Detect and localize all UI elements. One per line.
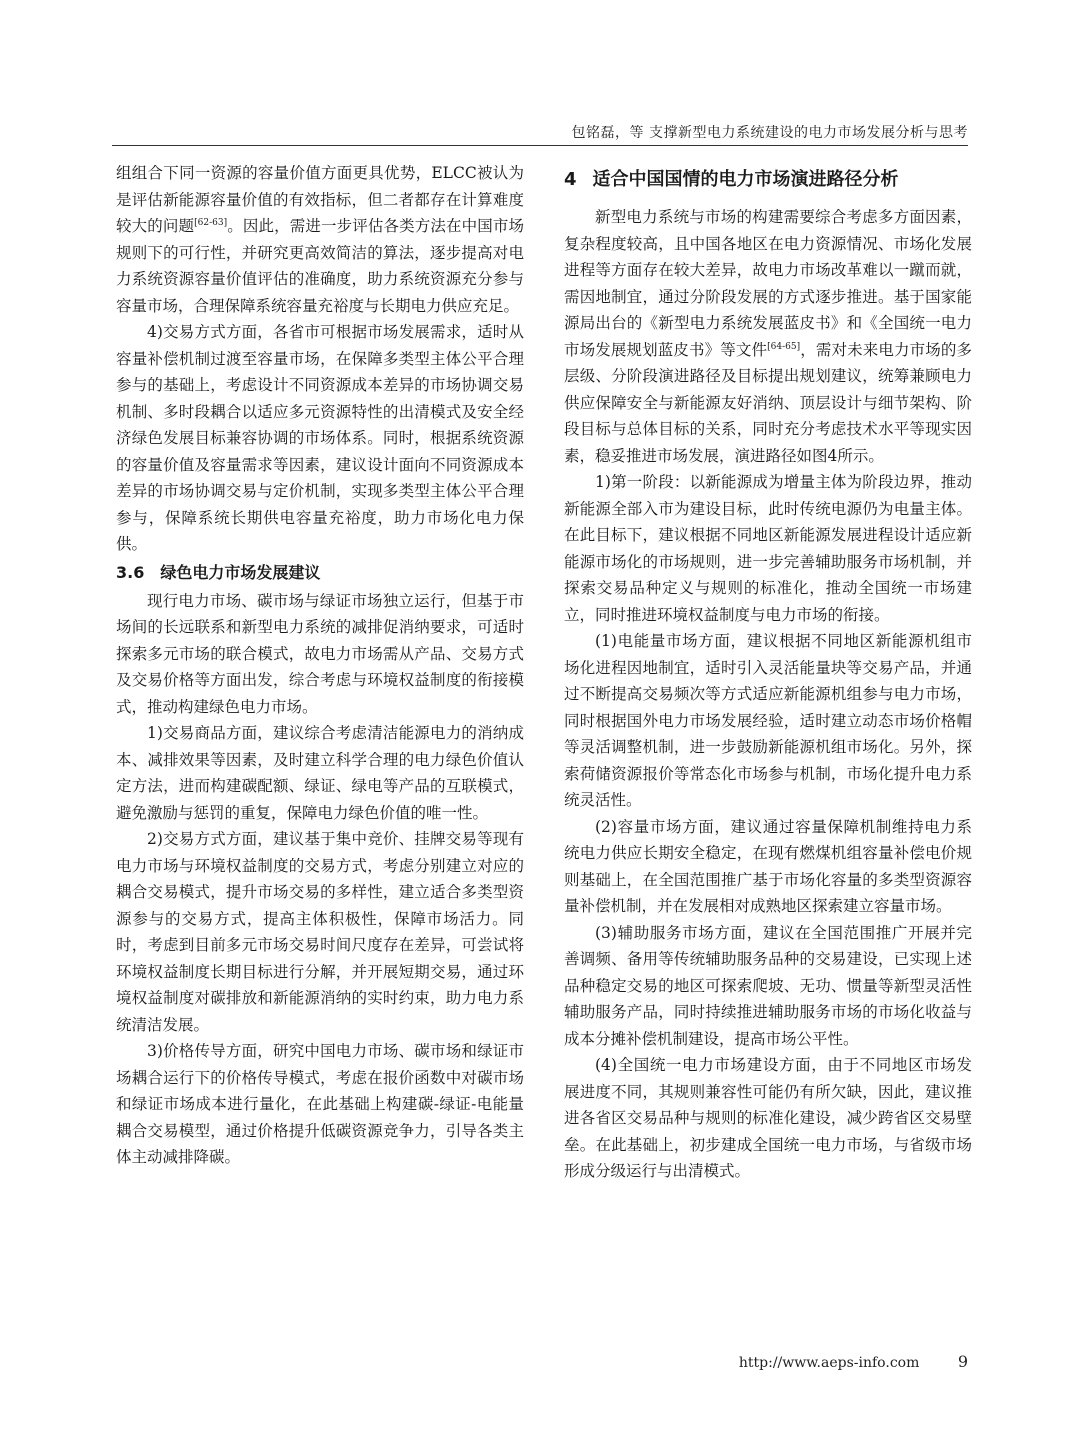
- section-number: 3.6: [116, 562, 145, 582]
- paragraph-continuation: [116, 160, 524, 319]
- paragraph-stage-1-energy: (1)电能量市场方面，建议根据不同地区新能源机组市场化进程因地制宜，适时引入灵活能量块等交易产品，并通过不断提高交易频次等方式适应新能源机组参与电力市场，同时根据国外电力市场发展经验，适时建立动态市场价格帽等灵活调整机制，进一步鼓励新能源机组市场化。另外，探索荷储资源报价等常态化市场参与机制，市场化提升电力系统灵活性。: [564, 632, 972, 809]
- paragraph-stage-1-ancillary: (3)辅助服务市场方面，建议在全国范围推广开展并完善调频、备用等传统辅助服务品种的交易建设，已实现上述品种稳定交易的地区可探索爬坡、无功、惯量等新型灵活性辅助服务产品，同时持续推进辅助服务市场的市场化收益与成本分摊补偿机制建设，提高市场公平性。: [564, 923, 972, 1048]
- paragraph-text: 组组合下同一资源的容量价值方面更具优势，ELCC被认为是评估新能源容量价值的有效指标，但二者都存在计算难度较大的问题: [116, 164, 524, 235]
- left-column: [116, 160, 524, 1171]
- citation-ref: [62-63]: [194, 217, 228, 228]
- page-footer: [739, 1352, 968, 1371]
- paragraph-stage-1: 1)第一阶段：以新能源成为增量主体为阶段边界，推动新能源全部入市为建设目标，此时传统电源仍为电量主体。在此目标下，建议根据不同地区新能源发展进程设计适应新能源市场化的市场规则，进一步完善辅助服务市场机制，并探索交易品种定义与规则的标准化，推动全国统一市场建立，同时推进环境权益制度与电力市场的衔接。: [564, 473, 972, 624]
- page-number: 9: [957, 1352, 968, 1371]
- right-column: [564, 160, 972, 1185]
- running-header: [0, 120, 1080, 150]
- paragraph-text: ，需对未来电力市场的多层级、分阶段演进路径及目标提出规划建议，统筹兼顾电力供应保障安全与新能源友好消纳、顶层设计与细节架构、阶段目标与总体目标的关系，同时充分考虑技术水平等现实因素，稳妥推进市场发展，演进路径如图4所示。: [564, 340, 972, 465]
- paragraph-section4-intro: [564, 204, 972, 469]
- journal-url: http://www.aeps-info.com: [738, 1355, 920, 1371]
- citation-ref: [64-65]: [767, 341, 801, 352]
- paragraph-text: 。因此，需进一步评估各类方法在中国市场规则下的可行性，并研究更高效简洁的算法，逐步提高对电力系统资源容量价值评估的准确度，助力系统资源充分参与容量市场，合理保障系统容量充裕度与长期电力供应充足。: [116, 217, 524, 315]
- section-heading-3-6: [116, 560, 524, 586]
- paragraph-trading-mode: 4)交易方式方面，各省市可根据市场发展需求，适时从容量补偿机制过渡至容量市场，在保障多类型主体公平合理参与的基础上，考虑设计不同资源成本差异的市场协调交易机制、多时段耦合以适应多元资源特性的出清模式及安全经济绿色发展目标兼容协调的市场体系。同时，根据系统资源的容量价值及容量需求等因素，建议设计面向不同资源成本差异的市场协调交易与定价机制，实现多类型主体公平合理参与，保障系统长期供电容量充裕度，助力市场化电力保供。: [116, 323, 524, 553]
- running-title: 包铭磊，等 支撑新型电力系统建设的电力市场发展分析与思考: [571, 125, 968, 141]
- section-title: 绿色电力市场发展建议: [160, 562, 321, 582]
- header-rule: [112, 145, 968, 146]
- paragraph-stage-1-unified: (4)全国统一电力市场建设方面，由于不同地区市场发展进度不同，其规则兼容性可能仍有所欠缺，因此，建议推进各省区交易品种与规则的标准化建设，减少跨省区交易壁垒。在此基础上，初步建成全国统一电力市场，与省级市场形成分级运行与出清模式。: [564, 1056, 972, 1180]
- paragraph-stage-1-capacity: (2)容量市场方面，建议通过容量保障机制维持电力系统电力供应长期安全稳定，在现有燃煤机组容量补偿电价规则基础上，在全国范围推广基于市场化容量的多类型资源容量补偿机制，并在发展相对成熟地区探索建立容量市场。: [564, 817, 972, 915]
- paragraph-green-2: 2)交易方式方面，建议基于集中竞价、挂牌交易等现有电力市场与环境权益制度的交易方式，考虑分别建立对应的耦合交易模式，提升市场交易的多样性，建立适合多类型资源参与的交易方式，提高主体积极性，保障市场活力。同时，考虑到目前多元市场交易时间尺度存在差异，可尝试将环境权益制度长期目标进行分解，并开展短期交易，通过环境权益制度对碳排放和新能源消纳的实时约束，助力电力系统清洁发展。: [116, 830, 524, 1034]
- section-title: 适合中国国情的电力市场演进路径分析: [592, 169, 899, 190]
- section-number: 4: [564, 169, 577, 190]
- paragraph-green-intro: 现行电力市场、碳市场与绿证市场独立运行，但基于市场间的长远联系和新型电力系统的减排促消纳要求，可适时探索多元市场的联合模式，故电力市场需从产品、交易方式及交易价格等方面出发，综合考虑与环境权益制度的衔接模式，推动构建绿色电力市场。: [116, 591, 524, 716]
- section-heading-4: [564, 166, 972, 194]
- paragraph-text: 新型电力系统与市场的构建需要综合考虑多方面因素，复杂程度较高，且中国各地区在电力资源情况、市场化发展进程等方面存在较大差异，故电力市场改革难以一蹴而就，需因地制宜，通过分阶段发展的方式逐步推进。基于国家能源局出台的《新型电力系统发展蓝皮书》和《全国统一电力市场发展规划蓝皮书》等文件: [564, 208, 972, 359]
- paragraph-green-3: 3)价格传导方面，研究中国电力市场、碳市场和绿证市场耦合运行下的价格传导模式，考虑在报价函数中对碳市场和绿证市场成本进行量化，在此基础上构建碳-绿证-电能量耦合交易模型，通过价格提升低碳资源竞争力，引导各类主体主动减排降碳。: [116, 1042, 524, 1166]
- paragraph-green-1: 1)交易商品方面，建议综合考虑清洁能源电力的消纳成本、减排效果等因素，及时建立科学合理的电力绿色价值认定方法，进而构建碳配额、绿证、绿电等产品的互联模式，避免激励与惩罚的重复，保障电力绿色价值的唯一性。: [116, 724, 524, 822]
